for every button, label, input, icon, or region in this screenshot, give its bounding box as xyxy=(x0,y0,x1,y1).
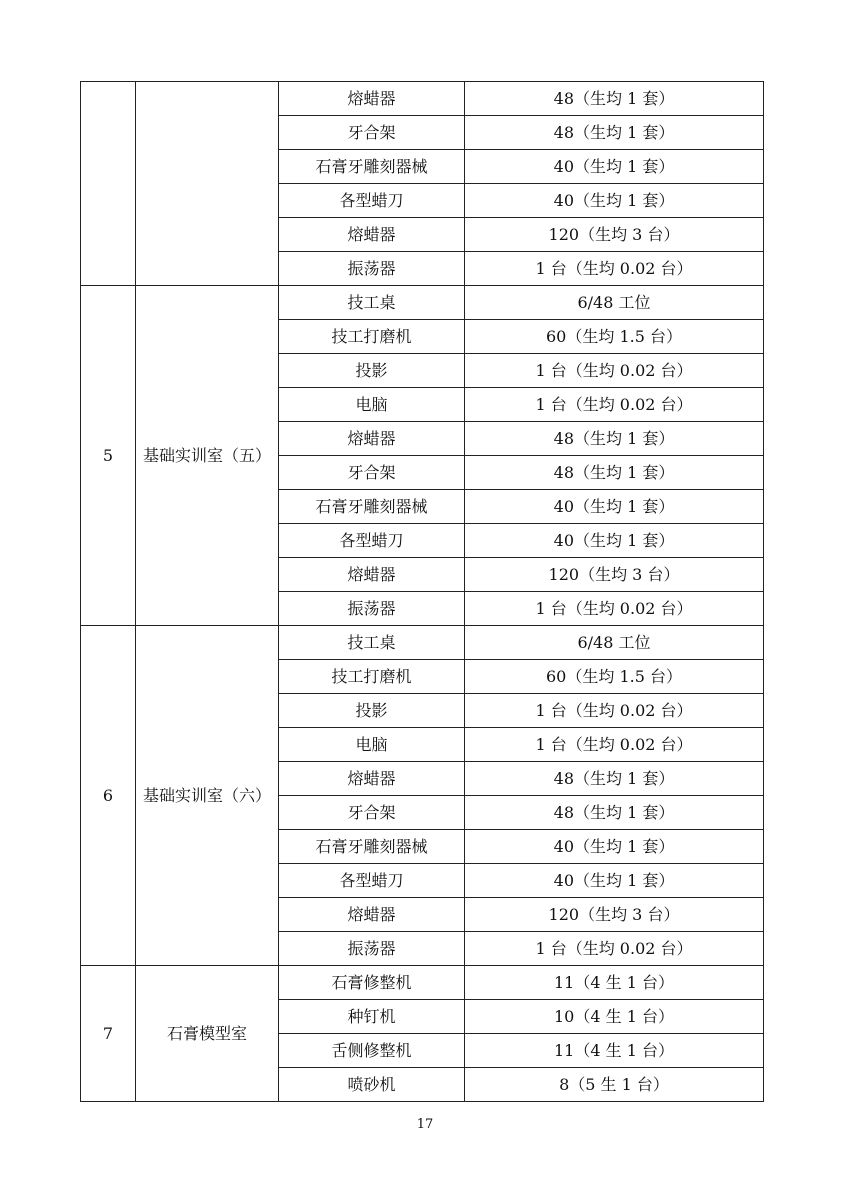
equipment-name-cell: 种钉机 xyxy=(279,1000,465,1034)
equipment-name-cell: 熔蜡器 xyxy=(279,218,465,252)
table-row xyxy=(81,286,764,320)
table-row xyxy=(81,626,764,660)
room-name-cell xyxy=(136,82,279,286)
equipment-quantity-cell: 48（生均 1 套） xyxy=(465,82,764,116)
equipment-name-cell: 石膏牙雕刻器械 xyxy=(279,490,465,524)
equipment-quantity-cell: 1 台（生均 0.02 台） xyxy=(465,728,764,762)
room-name-cell: 石膏模型室 xyxy=(136,966,279,1102)
equipment-name-cell: 技工打磨机 xyxy=(279,320,465,354)
equipment-quantity-cell: 1 台（生均 0.02 台） xyxy=(465,354,764,388)
room-name-cell: 基础实训室（六） xyxy=(136,626,279,966)
equipment-quantity-cell: 60（生均 1.5 台） xyxy=(465,320,764,354)
equipment-name-cell: 石膏牙雕刻器械 xyxy=(279,150,465,184)
equipment-quantity-cell: 1 台（生均 0.02 台） xyxy=(465,694,764,728)
equipment-name-cell: 技工桌 xyxy=(279,286,465,320)
equipment-quantity-cell: 6/48 工位 xyxy=(465,286,764,320)
equipment-quantity-cell: 1 台（生均 0.02 台） xyxy=(465,252,764,286)
room-name-cell: 基础实训室（五） xyxy=(136,286,279,626)
equipment-name-cell: 投影 xyxy=(279,354,465,388)
equipment-name-cell: 熔蜡器 xyxy=(279,898,465,932)
equipment-name-cell: 电脑 xyxy=(279,728,465,762)
equipment-name-cell: 各型蜡刀 xyxy=(279,184,465,218)
equipment-quantity-cell: 120（生均 3 台） xyxy=(465,558,764,592)
equipment-name-cell: 熔蜡器 xyxy=(279,558,465,592)
equipment-quantity-cell: 48（生均 1 套） xyxy=(465,456,764,490)
table-row xyxy=(81,82,764,116)
equipment-quantity-cell: 1 台（生均 0.02 台） xyxy=(465,592,764,626)
equipment-quantity-cell: 40（生均 1 套） xyxy=(465,184,764,218)
equipment-quantity-cell: 120（生均 3 台） xyxy=(465,218,764,252)
equipment-quantity-cell: 40（生均 1 套） xyxy=(465,830,764,864)
equipment-name-cell: 喷砂机 xyxy=(279,1068,465,1102)
equipment-name-cell: 牙合架 xyxy=(279,116,465,150)
equipment-name-cell: 熔蜡器 xyxy=(279,82,465,116)
room-number-cell: 7 xyxy=(81,966,136,1102)
equipment-name-cell: 投影 xyxy=(279,694,465,728)
equipment-quantity-cell: 40（生均 1 套） xyxy=(465,150,764,184)
equipment-name-cell: 技工桌 xyxy=(279,626,465,660)
equipment-name-cell: 振荡器 xyxy=(279,932,465,966)
equipment-name-cell: 电脑 xyxy=(279,388,465,422)
equipment-name-cell: 舌侧修整机 xyxy=(279,1034,465,1068)
equipment-name-cell: 各型蜡刀 xyxy=(279,864,465,898)
room-number-cell xyxy=(81,82,136,286)
equipment-name-cell: 石膏修整机 xyxy=(279,966,465,1000)
equipment-quantity-cell: 48（生均 1 套） xyxy=(465,116,764,150)
room-number-cell: 6 xyxy=(81,626,136,966)
equipment-quantity-cell: 8（5 生 1 台） xyxy=(465,1068,764,1102)
equipment-quantity-cell: 48（生均 1 套） xyxy=(465,422,764,456)
page-number: 17 xyxy=(416,1117,434,1132)
equipment-quantity-cell: 48（生均 1 套） xyxy=(465,796,764,830)
table-row xyxy=(81,966,764,1000)
equipment-name-cell: 牙合架 xyxy=(279,796,465,830)
equipment-name-cell: 技工打磨机 xyxy=(279,660,465,694)
equipment-name-cell: 振荡器 xyxy=(279,252,465,286)
equipment-quantity-cell: 120（生均 3 台） xyxy=(465,898,764,932)
equipment-quantity-cell: 1 台（生均 0.02 台） xyxy=(465,932,764,966)
equipment-table xyxy=(80,81,764,1102)
equipment-name-cell: 振荡器 xyxy=(279,592,465,626)
equipment-quantity-cell: 48（生均 1 套） xyxy=(465,762,764,796)
equipment-table-body xyxy=(81,82,764,1102)
equipment-quantity-cell: 6/48 工位 xyxy=(465,626,764,660)
equipment-quantity-cell: 40（生均 1 套） xyxy=(465,490,764,524)
equipment-name-cell: 熔蜡器 xyxy=(279,762,465,796)
equipment-name-cell: 各型蜡刀 xyxy=(279,524,465,558)
equipment-quantity-cell: 11（4 生 1 台） xyxy=(465,1034,764,1068)
equipment-quantity-cell: 60（生均 1.5 台） xyxy=(465,660,764,694)
room-number-cell: 5 xyxy=(81,286,136,626)
equipment-name-cell: 熔蜡器 xyxy=(279,422,465,456)
equipment-name-cell: 石膏牙雕刻器械 xyxy=(279,830,465,864)
equipment-quantity-cell: 10（4 生 1 台） xyxy=(465,1000,764,1034)
equipment-quantity-cell: 40（生均 1 套） xyxy=(465,864,764,898)
equipment-quantity-cell: 11（4 生 1 台） xyxy=(465,966,764,1000)
equipment-quantity-cell: 40（生均 1 套） xyxy=(465,524,764,558)
equipment-quantity-cell: 1 台（生均 0.02 台） xyxy=(465,388,764,422)
equipment-name-cell: 牙合架 xyxy=(279,456,465,490)
